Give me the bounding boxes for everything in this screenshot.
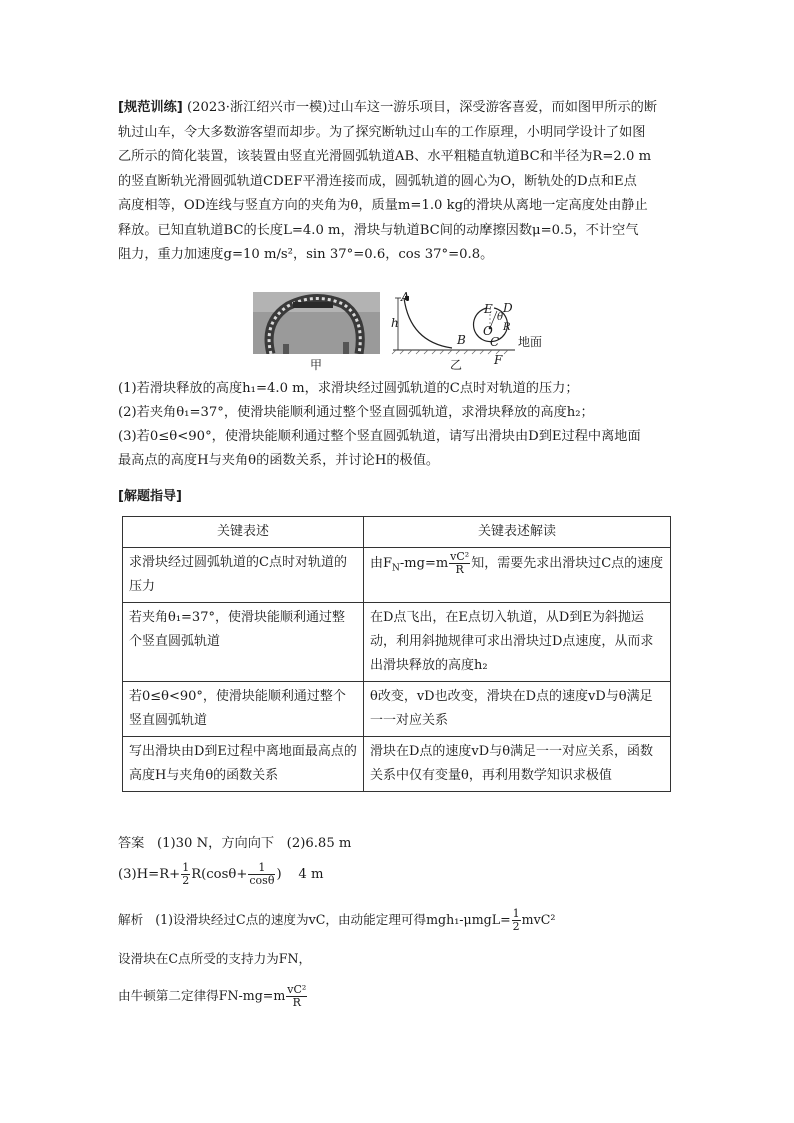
roller-coaster-photo [253, 292, 380, 354]
point-B: B [457, 333, 466, 347]
solution-text: mvC² [521, 912, 556, 927]
point-C: C [490, 335, 500, 349]
answer-part-3: ) [276, 867, 282, 882]
fraction [286, 984, 307, 1009]
point-F: F [494, 353, 503, 367]
figure-block [250, 290, 550, 374]
intro-line-7: 阻力，重力加速度g=10 m/s²，sin 37°=0.6，cos 37°=0.8。 [118, 247, 494, 262]
table-cell-explain: 滑块在D点的速度vD与θ满足一一对应关系，函数关系中仅有变量θ，再利用数学知识求极值 [364, 737, 671, 792]
question-1: (1)若滑块释放的高度h₁=4.0 m，求滑块经过圆弧轨道的C点时对轨道的压力； [118, 381, 579, 396]
table-cell-key: 写出滑块由D到E过程中离地面最高点的高度H与夹角θ的函数关系 [123, 737, 364, 792]
answer-line-2 [118, 862, 323, 887]
intro-line-3: 乙所示的简化装置，该装置由竖直光滑圆弧轨道AB、水平粗糙直轨道BC和半径为R=2.0 m [118, 149, 652, 164]
solution-text: (1)设滑块经过C点的速度为vC，由动能定理可得mgh₁-μmgL= [155, 912, 511, 927]
table-row [123, 603, 671, 682]
fraction [449, 551, 470, 576]
point-A: A [401, 290, 410, 304]
solution-text: 由牛顿第二定律得FN-mg=m [118, 988, 286, 1003]
intro-line-2: 轨过山车，令大多数游客望而却步。为了探究断轨过山车的工作原理，小明同学设计了如图 [118, 124, 646, 140]
problem-intro [118, 96, 678, 268]
fraction-numerator: 1 [248, 862, 275, 875]
solution-line-2: 设滑块在C点所受的支持力为FN， [118, 951, 312, 966]
fraction-denominator: 2 [182, 874, 190, 887]
fraction-numerator: vC² [287, 983, 307, 996]
question-list [118, 377, 678, 473]
answer-line-1 [118, 832, 351, 856]
fraction [512, 908, 521, 933]
answer-part-2: (2)6.85 m [286, 836, 352, 851]
fraction [248, 862, 275, 887]
point-D: D [503, 301, 513, 315]
solution-line-1 [118, 908, 555, 933]
ground-label: 地面 [518, 335, 543, 349]
theta-label: θ [497, 312, 504, 323]
fraction-numerator: vC² [450, 550, 470, 563]
intro-line-1: (2023·浙江绍兴市一模)过山车这一游乐项目，深受游客喜爱，而如图甲所示的断 [182, 100, 658, 115]
answer-part-3: R(cosθ+ [191, 867, 248, 882]
table-cell-explain: 在D点飞出，在E点切入轨道，从D到E为斜抛运动，利用斜抛规律可求出滑块过D点速度，从而求出滑块释放的高度h₂ [364, 603, 671, 682]
formula-part: 由F [370, 556, 393, 571]
guide-title: [解题指导] [118, 489, 182, 504]
fraction-denominator: R [455, 563, 464, 576]
table-row [123, 682, 671, 737]
formula-part: -mg=m [399, 556, 449, 571]
table-cell-explain: 由$F_N-mg=m$ $\frac{\text{vC²}}{R}$ 知，需要先求出滑块过C点的速度 [364, 548, 671, 603]
table-cell-key: 求滑块经过圆弧轨道的C点时对轨道的压力 [123, 548, 364, 603]
fraction-numerator: 1 [182, 861, 190, 874]
point-E: E [484, 302, 493, 316]
point-O: O [483, 324, 493, 338]
solution-label: 解析 [118, 912, 144, 927]
table-header-explain: 关键表述解读 [364, 517, 671, 548]
table-header-row [123, 517, 671, 548]
answer-part-1: (1)30 N，方向向下 [156, 836, 275, 851]
practice-tag: [规范训练] [118, 100, 183, 115]
solution-line-3 [118, 984, 308, 1009]
figure-label-yi: 乙 [450, 358, 463, 372]
height-label: h [391, 316, 399, 330]
question-3: (3)若0≤θ<90°，使滑块能顺利通过整个竖直圆弧轨道，请写出滑块由D到E过程中离地面 [118, 429, 641, 444]
fraction [181, 862, 190, 887]
table-cell-key: 若0≤θ<90°，使滑块能顺利通过整个竖直圆弧轨道 [123, 682, 364, 737]
intro-line-4: 的竖直断轨光滑圆弧轨道CDEF平滑连接而成，圆弧轨道的圆心为O，断轨处的D点和E点 [118, 173, 637, 189]
track-diagram [390, 290, 550, 374]
table-cell-key: 若夹角θ₁=37°，使滑块能顺利通过整个竖直圆弧轨道 [123, 603, 364, 682]
answer-part-3-extremum: 4 m [298, 867, 324, 882]
answer-label: 答案 [118, 836, 145, 851]
radius-label: R [503, 322, 511, 333]
table-header-key: 关键表述 [123, 517, 364, 548]
table-row [123, 737, 671, 792]
guide-table [122, 516, 671, 792]
formula-part: 知，需要先求出滑块过C点的速度 [471, 556, 664, 571]
table-row [123, 548, 671, 603]
intro-line-5: 高度相等，OD连线与竖直方向的夹角为θ，质量m=1.0 kg的滑块从离地一定高度处由静止 [118, 198, 648, 213]
figure-label-jia: 甲 [310, 358, 323, 372]
fraction-numerator: 1 [512, 907, 520, 920]
question-2: (2)若夹角θ₁=37°，使滑块能顺利通过整个竖直圆弧轨道，求滑块释放的高度h₂； [118, 405, 594, 420]
fraction-denominator: 2 [512, 920, 520, 933]
answer-part-3: (3)H=R+ [118, 867, 181, 882]
question-3-cont: 最高点的高度H与夹角θ的函数关系，并讨论H的极值。 [118, 453, 440, 468]
intro-line-6: 释放。已知直轨道BC的长度L=4.0 m，滑块与轨道BC间的动摩擦因数μ=0.5，不计空气 [118, 222, 639, 238]
fraction-denominator: R [292, 996, 301, 1009]
fraction-denominator: cosθ [249, 874, 275, 887]
table-cell-explain: θ改变，vD也改变，滑块在D点的速度vD与θ满足一一对应关系 [364, 682, 671, 737]
